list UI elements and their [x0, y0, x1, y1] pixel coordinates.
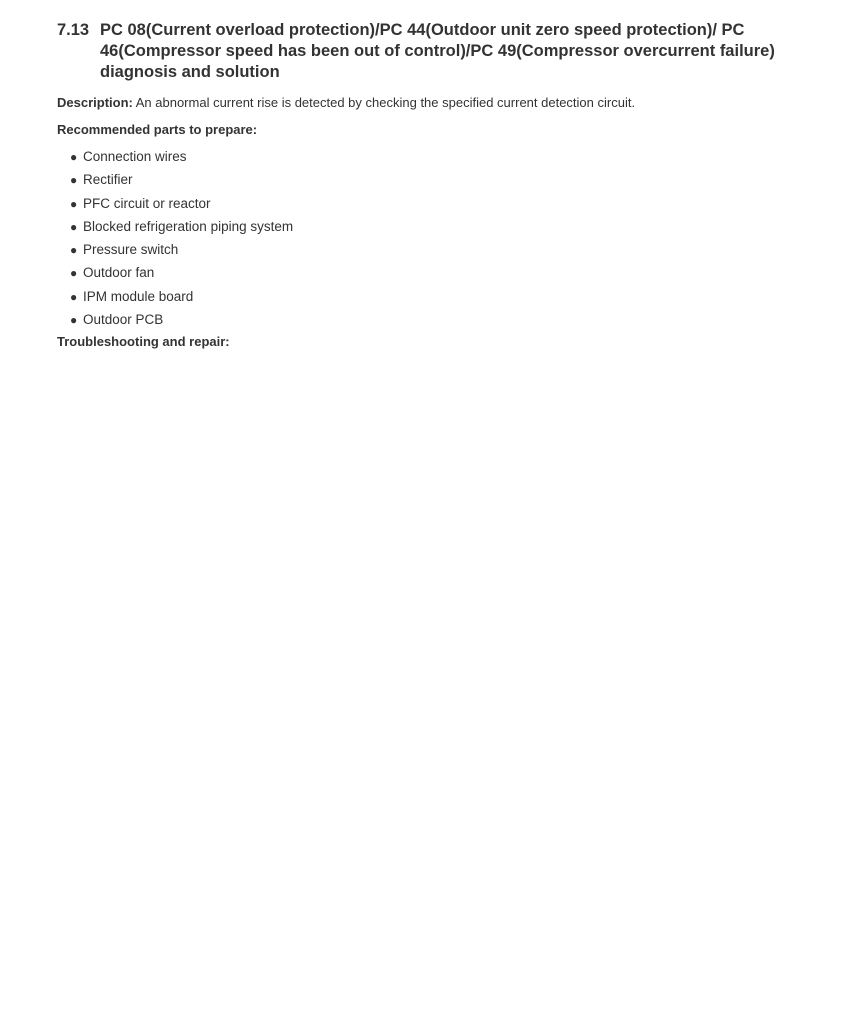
section-title: PC 08(Current overload protection)/PC 44(Outdoor unit zero speed protection)/ PC 46(Compressor speed has been out of control)/PC 49(Compressor overcurrent failure) diagnosis and solution	[100, 21, 775, 81]
bullet-icon: ●	[70, 266, 78, 281]
list-item-text: Rectifier	[83, 172, 133, 188]
description-label: Description:	[57, 95, 133, 110]
list-item	[70, 310, 293, 333]
parts-list	[70, 147, 293, 333]
list-item-text: Connection wires	[83, 149, 187, 164]
description	[57, 94, 817, 112]
list-item-text: Pressure switch	[83, 242, 179, 258]
description-text: An abnormal current rise is detected by checking the specified current detection circuit.	[135, 95, 636, 110]
list-item	[70, 287, 293, 310]
bullet-icon: ●	[70, 196, 78, 211]
section-number: 7.13	[57, 21, 90, 39]
list-item	[70, 240, 293, 263]
bullet-icon: ●	[70, 313, 78, 328]
troubleshooting-label: Troubleshooting and repair:	[57, 334, 230, 349]
section-heading	[57, 20, 807, 83]
bullet-icon: ●	[70, 219, 78, 234]
bullet-icon: ●	[70, 289, 78, 304]
list-item	[70, 194, 293, 217]
bullet-icon: ●	[70, 173, 78, 188]
list-item-text: Outdoor PCB	[83, 312, 164, 328]
parts-label: Recommended parts to prepare:	[57, 122, 258, 137]
list-item	[70, 263, 293, 286]
bullet-icon: ●	[70, 243, 78, 258]
list-item	[70, 217, 293, 240]
list-item-text: IPM module board	[83, 288, 194, 304]
list-item-text: Blocked refrigeration piping system	[83, 218, 294, 234]
list-item	[70, 147, 293, 170]
list-item-text: Outdoor fan	[83, 265, 155, 281]
list-item-text: PFC circuit or reactor	[83, 195, 211, 211]
bullet-icon: ●	[70, 150, 78, 164]
list-item	[70, 170, 293, 193]
